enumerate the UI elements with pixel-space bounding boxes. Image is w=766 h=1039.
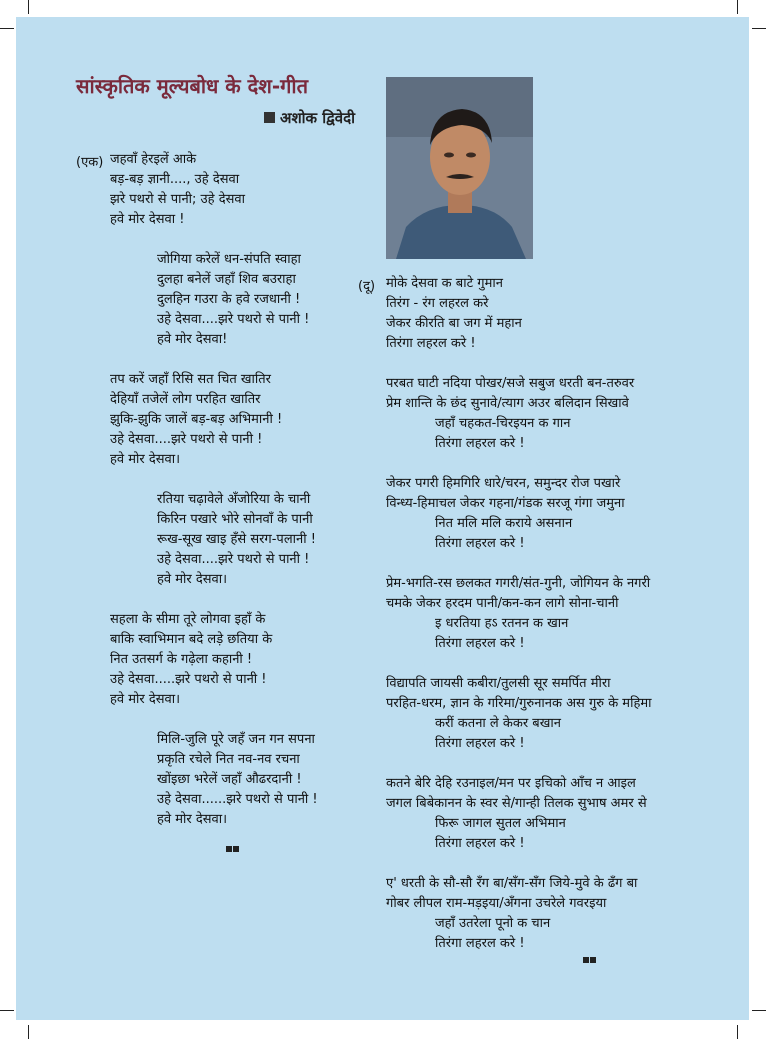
poem-line: जहाँ चहकत-चिरइयन क गान bbox=[435, 416, 571, 431]
poem-line: हवे मोर देसवा। bbox=[157, 572, 228, 587]
poem-line: तिरंगा लहरल करे ! bbox=[386, 336, 476, 351]
author-name: अशोक द्विवेदी bbox=[280, 109, 355, 127]
poem-line: खोंइछा भरेलें जहाँ औढरदानी ! bbox=[157, 772, 302, 787]
poem-line: जोगिया करेलें धन-संपति स्वाहा bbox=[157, 252, 301, 267]
poem-line: उहे देसवा....झरे पथरो से पानी ! bbox=[157, 552, 310, 567]
end-mark-icon bbox=[590, 957, 596, 963]
author-portrait-photo bbox=[386, 77, 533, 259]
poem-line: उहे देसवा....झरे पथरो से पानी ! bbox=[110, 432, 263, 447]
page-title: सांस्कृतिक मूल्यबोध के देश-गीत bbox=[76, 74, 308, 98]
poem-line: नित उतसर्ग के गढ़ेला कहानी ! bbox=[110, 652, 253, 667]
poem-line: मिलि-जुलि पूरे जहँ जन गन सपना bbox=[157, 732, 315, 747]
poem-number: (एक) bbox=[76, 155, 104, 170]
poem-line: मोके देसवा क बाटे गुमान bbox=[386, 276, 503, 291]
poem-line: रतिया चढ़ावेले अँजोरिया के चानी bbox=[157, 492, 311, 507]
poem-line: तप करें जहाँ रिसि सत चित खातिर bbox=[110, 372, 271, 387]
end-mark-icon bbox=[226, 846, 232, 852]
poem-line: तिरंगा लहरल करे ! bbox=[435, 836, 525, 851]
poem-line: जगल बिबेकानन के स्वर से/गान्ही तिलक सुभाष अमर से bbox=[386, 796, 647, 811]
crop-mark bbox=[0, 28, 14, 29]
poem-line: उहे देसवा.....झरे पथरो से पानी ! bbox=[110, 672, 267, 687]
poem-line: हवे मोर देसवा! bbox=[157, 332, 228, 347]
poem-line: हवे मोर देसवा ! bbox=[110, 212, 185, 227]
poem-line: ए' धरती के सौ-सौ रँग बा/सँग-सँग जिये-मुवे के ढँग बा bbox=[386, 876, 638, 891]
poem-line: हवे मोर देसवा। bbox=[157, 812, 228, 827]
poem-line: किरिन पखारे भोरे सोनवाँ के पानी bbox=[157, 512, 313, 527]
crop-mark bbox=[28, 0, 29, 14]
author-byline bbox=[264, 108, 355, 128]
poem-line: तिरंगा लहरल करे ! bbox=[435, 436, 525, 451]
poem-line: जेकर पगरी हिमगिरि धारे/चरन, समुन्दर रोज पखारे bbox=[386, 476, 621, 491]
poem-line: तिरंग - रंग लहरल करे bbox=[386, 296, 489, 311]
poem-line: उहे देसवा....झरे पथरो से पानी ! bbox=[157, 312, 310, 327]
poem-line: तिरंगा लहरल करे ! bbox=[435, 636, 525, 651]
poem-line: तिरंगा लहरल करे ! bbox=[435, 736, 525, 751]
poem-line: जहाँ उतरेला पूनो क चान bbox=[435, 916, 551, 931]
poem-line: दुलहा बनेलें जहाँ शिव बउराहा bbox=[157, 272, 296, 287]
crop-mark bbox=[0, 1010, 14, 1011]
poem-line: फिरू जागल सुतल अभिमान bbox=[435, 816, 566, 831]
poem-line: इ धरतिया हऽ रतनन क खान bbox=[435, 616, 569, 631]
crop-mark bbox=[737, 1025, 738, 1039]
poem-line: देहियाँ तजेलें लोग परहित खातिर bbox=[110, 392, 261, 407]
poem-line: विद्यापति जायसी कबीरा/तुलसी सूर समर्पित मीरा bbox=[386, 676, 611, 691]
poem-line: प्रेम-भगति-रस छलकत गगरी/संत-गुनी, जोगियन के नगरी bbox=[386, 576, 651, 591]
poem-line: सहला के सीमा तूरे लोगवा इहाँ के bbox=[110, 612, 266, 627]
end-mark-icon bbox=[233, 846, 239, 852]
poem-line: झरे पथरो से पानी; उहे देसवा bbox=[110, 192, 245, 207]
poem-line: परबत घाटी नदिया पोखर/सजे सबुज धरती बन-तरुवर bbox=[386, 376, 635, 391]
poem-line: बाकि स्वाभिमान बदे लड़े छतिया के bbox=[110, 632, 273, 647]
crop-mark bbox=[752, 1010, 766, 1011]
poem-line: बड़-बड़ ज्ञानी...., उहे देसवा bbox=[110, 172, 240, 187]
poem-line: तिरंगा लहरल करे ! bbox=[435, 536, 525, 551]
poem-line: चमके जेकर हरदम पानी/कन-कन लागे सोना-चानी bbox=[386, 596, 619, 611]
poem-line: झुकि-झुकि जालें बड़-बड़ अभिमानी ! bbox=[110, 412, 283, 427]
poem-line: हवे मोर देसवा। bbox=[110, 692, 181, 707]
crop-mark bbox=[737, 0, 738, 14]
crop-mark bbox=[752, 28, 766, 29]
crop-mark bbox=[28, 1025, 29, 1039]
poem-line: तिरंगा लहरल करे ! bbox=[435, 936, 525, 951]
end-mark-icon bbox=[583, 957, 589, 963]
poem-line: कतने बेरि देहि रउनाइल/मन पर इचिको आँच न आइल bbox=[386, 776, 636, 791]
poem-line: रूख-सूख खाइ हँसे सरग-पलानी ! bbox=[157, 532, 316, 547]
poem-number: (दू) bbox=[358, 279, 376, 294]
poem-line: गोबर लीपल राम-मड़इया/अँगना उचरेले गवरइया bbox=[386, 896, 607, 911]
poem-line: उहे देसवा......झरे पथरो से पानी ! bbox=[157, 792, 318, 807]
poem-line: जहवाँ हेरइलें आके bbox=[110, 152, 197, 167]
author-portrait-icon bbox=[386, 77, 533, 259]
square-bullet-icon bbox=[264, 112, 275, 123]
poem-line: हवे मोर देसवा। bbox=[110, 452, 181, 467]
poem-line: करीं कतना ले केकर बखान bbox=[435, 716, 561, 731]
poem-line: दुलहिन गउरा के हवे रजधानी ! bbox=[157, 292, 301, 307]
poem-line: जेकर कीरति बा जग में महान bbox=[386, 316, 522, 331]
poem-line: नित मलि मलि कराये असनान bbox=[435, 516, 573, 531]
poem-line: विन्ध्य-हिमाचल जेकर गहना/गंडक सरजू गंगा जमुना bbox=[386, 496, 625, 511]
poem-line: परहित-धरम, ज्ञान के गरिमा/गुरुनानक अस गुरु के महिमा bbox=[386, 696, 652, 711]
poem-line: प्रकृति रचेले नित नव-नव रचना bbox=[157, 752, 300, 767]
poem-line: प्रेम शान्ति के छंद सुनावे/त्याग अउर बलिदान सिखावे bbox=[386, 396, 629, 411]
